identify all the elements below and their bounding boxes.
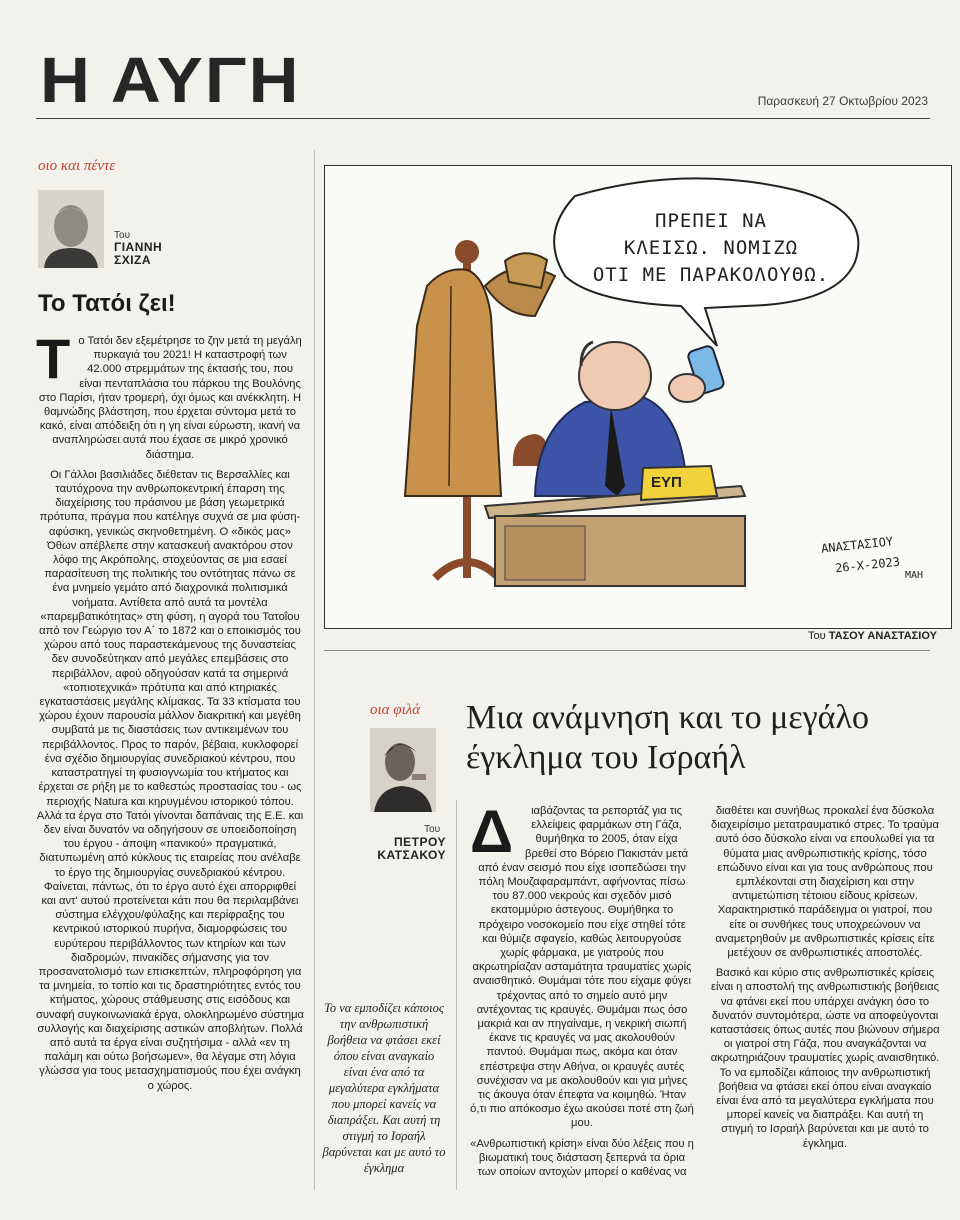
masthead-title: Η ΑΥΓΗ: [40, 44, 301, 116]
masthead-rule: [36, 118, 930, 119]
issue-date: Παρασκευή 27 Οκτωβρίου 2023: [757, 94, 928, 108]
article-column-a: [470, 804, 694, 1188]
byline-name-last: ΣΧΙΖΑ: [114, 253, 152, 267]
speech-line-2: ΚΛΕΙΣΩ. ΝΟΜΙΖΩ: [623, 237, 799, 259]
column-divider: [456, 800, 457, 1190]
drop-cap: Δ: [470, 804, 514, 865]
speech-line-1: ΠΡΕΠΕΙ ΝΑ: [655, 210, 767, 232]
cartoon: [324, 165, 952, 629]
article-paragraph: ιαβάζοντας τα ρεπορτάζ για τις ελλείψεις φαρμάκων στη Γάζα, θυμήθηκα το 2005, όταν είχα βρεθεί στο Βόρειο Πακιστάν μετά από έναν σεισμό που είχε ισοπεδώσει την πόλη Μουζαφαραμπάντ, αφήνοντας πίσω του 87.000 νεκρούς και σχεδόν μισό εκατομμύριο άστεγους. Θυμήθηκα το πρόχειρο νοσοκομείο που είχε στηθεί τότε και θύμιζε σφαγείο, καθώς λειτουργούσε χωρίς φάρμακα, με γιατρούς που ακρωτηρίαζαν ασταμάτητα τραυματίες χωρίς αναισθητικό. Θυμάμαι τότε που είχαμε φύγει τρέχοντας από το σημείο αυτό μην αντέχοντας τις κραυγές. Θυμάμαι πως όσο μακριά και αν πηγαίναμε, η νεκρική σιωπή έκανε τις κραυγές να μας ακολουθούν παντού. Θυμάμαι πως, ακόμα και όταν επέστρεψα στην Αθήνα, οι κραυγές αυτές συνέχισαν να με ακολουθούν και για μήνες τις άκουγα όταν έπεφτα να κοιμηθώ. Ήταν ό,τι πιο απόκοσμο έχω ακούσει ποτέ στη ζωή μου.: [470, 805, 694, 1130]
cartoon-rule: [324, 650, 930, 651]
author-portrait-icon: [370, 728, 436, 812]
column-body: [36, 334, 304, 1184]
column-kicker: οιο και πέντε: [38, 158, 116, 174]
byline-name-first: ΓΙΑΝΝΗ: [114, 240, 163, 254]
desk-sign: ΕΥΠ: [651, 474, 682, 491]
signature-date: 26-Χ-2023: [834, 554, 901, 576]
byline-prefix: Του: [114, 230, 131, 241]
headline-line-1: Μια ανάμνηση και το μεγάλο: [466, 699, 869, 736]
column-divider: [314, 150, 315, 1190]
article-paragraph: διαθέτει και συνήθως προκαλεί ένα δύσκολα διαχειρίσιμο μετατραυματικό στρες. Το τραύμα αυτό όσο δύσκολο είναι να επουλωθεί για τα θύματα μιας ανθρωπιστικής κρίσης, τόσο επώδυνο είναι και για τους ανθρώπους που εμπλέκονται στη διαχείριση και στην αντιμετώπιση τέτοιου είδους κρίσεων. Χαρακτηριστικό παράδειγμα οι γιατροί, που είτε οι συνθήκες τους υποχρεώνουν να αναμετρηθούν με ανθρωπιστικές κρίσεις είτε μετέχουν σε ανθρωπιστικές αποστολές.: [711, 805, 939, 960]
article-kicker: οια φιλά: [370, 702, 421, 718]
speech-line-3: ΟΤΙ ΜΕ ΠΑΡΑΚΟΛΟΥΘΩ.: [592, 264, 830, 286]
column-paragraph: ο Τατόι δεν εξεμέτρησε το ζην μετά τη μεγάλη πυρκαγιά του 2021! Η καταστροφή των 42.000 στρεμμάτων της έκτασής του, που είναι πενταπλάσια του πάρκου της Βουλόνης στο Παρίσι, ήταν τρομερή, όχι όμως και ανέκκλητη. Η θαμνώδης βλάστηση, που έρχεται σύντομα μετά το κακό, είναι απόδειξη ότι η γη είναι εύρωστη, ικανή να αναπληρώσει αυτά που έχασε σε μικρό χρονικό διάστημα.: [38, 335, 302, 461]
drop-cap: Τ: [36, 334, 71, 390]
cartoon-credit-name: ΤΑΣΟΥ ΑΝΑΣΤΑΣΙΟΥ: [828, 630, 937, 642]
author-portrait-icon: [38, 190, 104, 268]
cartoonist-signature: ΑΝΑΣΤΑΣΙΟΥ: [820, 534, 894, 556]
byline-name-last: ΚΑΤΣΑΚΟΥ: [377, 848, 446, 862]
article-headline: [466, 698, 936, 778]
headline-line-2: έγκλημα του Ισραήλ: [466, 739, 746, 776]
signature-tag: ΜΑΗ: [905, 570, 924, 581]
column-headline: Το Τατόι ζει!: [38, 290, 176, 317]
article-paragraph: Βασικό και κύριο στις ανθρωπιστικές κρίσεις είναι η αποστολή της ανθρωπιστικής βοήθειας να φτάνει εκεί που υπάρχει ανάγκη όσο το δυνατόν συντομότερα, ώστε να αποφεύγονται καταστάσεις όπως αυτές που βιώνουν σήμερα οι γιατροί στη Γάζα, που αναγκάζονται να ακρωτηριάζουν τραυματίες χωρίς αναισθητικό. Το να εμποδίζει κάποιος την ανθρωπιστική βοήθεια να φτάσει εκεί όπου είναι αναγκαίο είναι ένα από τα μεγαλύτερα εγκλήματα που μπορεί κανείς να διαπράξει. Και αυτή τη στιγμή το Ισραήλ βαρύνεται και με αυτό το έγκλημα.: [710, 967, 940, 1150]
article-paragraph: «Ανθρωπιστική κρίση» είναι δύο λέξεις που η βιωματική τους διάσταση ξεπερνά τα όρια των οποίων αντοχών μπορεί ο καθένας να: [470, 1137, 694, 1179]
author-photo: [38, 190, 104, 268]
cartoon-credit-prefix: Του: [808, 630, 826, 642]
author-photo: [370, 728, 436, 812]
byline-name-first: ΠΕΤΡΟΥ: [393, 835, 446, 849]
byline-prefix: Του: [424, 824, 441, 835]
column-paragraph: Οι Γάλλοι βασιλιάδες διέθεταν τις Βερσαλλίες και ταυτόχρονα την ανθρωποκεντρική έπαρση της διαχείρισης του πράσινου με βάση γεωμετρικά πρότυπα, πράγμα που κατέληγε συχνά σε μια φύση-αφύσικη, γενικώς σκηνοθετημένη. Ο «δικός μας» Όθων απέβλεπε στην κατασκευή ανακτόρου στον λόφο της Ακρόπολης, στοχεύοντας σε μια εσαεί παρασίτευση της πολιτικής του οντότητας πάνω σε ένα μνημείο γεμάτο από διαχρονικά πολιτισμικά νοήματα. Αντίθετα από αυτά τα μοντέλα «παρεμβατικότητας» στη φύση, η αγορά του Τατοΐου από τον Γεώργιο τον Α΄ το 1872 και ο εποικισμός του χώρου από τους παραστεκάμενους της δυναστείας δεν συνοδεύτηκαν από μεγάλες επεμβάσεις στο περιβάλλον, αφού οδηγούσαν κατά τα σημερινά «τοπιοτεχνικά» πρότυπα και από κτηριακές εγκαταστάσεις μεγάλης κλίμακας. Τα 33 κτίσματα του χώρου έχουν παρουσία μάλλον διακριτική και μεγέθη συμβατά με τις διαστάσεις των αντικειμένων του περιβάλλοντος. Προς το παρόν, βέβαια, κυκλοφορεί ένα σχέδιο δημιουργίας συνεδριακού κέντρου, που καταστρατηγεί τη φυσιογνωμία του κτήματος και έρχεται σε ρήξη με το καθεστώς προστασίας του - ως περιοχής Natura και κηρυγμένου ιστορικού τόπου. Αλλά τα έργα στο Τατόι γίνονται δαπάναις της Ε.Ε. και δεν είναι δυνατόν να οδηγήσουν σε υποειδοποίηση του έργου - άποψη «πανικού» πραγματικά, διατυπωμένη από κύκλους τις εταιρείας που ανέλαβε το έργο της δημιουργίας συνεδριακού κέντρου. Φαίνεται, πάντως, ότι το έργο αυτό έχει απορριφθεί και αντ' αυτού προτείνεται κάτι που θα περιλαμβάνει σύστημα ελέγχου/φύλαξης και περίφραξης του κεντρικού ιστορικού πυρήνα, διαμορφώσεις του ευρύτερου περιβάλλοντος των κτηρίων και των διαδρομών, πινακίδες σήμανσης για τον προσανατολισμό των επισκεπτών, πληροφόρηση για τα μνημεία, το τοπίο και τις δραστηριότητες εντός του κτήματος, χώρους στάθμευσης στις εισόδους και συναφή συγκοινωνιακά έργα, ολοκληρωμένο σύστημα συλλογής και διαχείρισης αστικών αποβλήτων. Πολλά από αυτά τα έργα είναι συζητήσιμα - αλλά «εν τη παλάμη και ούτω βοήσωμεν», θα λέγαμε στη λόγια γλώσσα για τους μετασχηματισμούς που έχει ανάγκη ο χώρος.: [36, 468, 304, 1092]
article-column-b: [710, 804, 940, 1188]
pull-quote: Το να εμποδίζει κάποιος την ανθρωπιστική βοήθεια να φτάσει εκεί όπου είναι αναγκαίο είναι ένα από τα μεγαλύτερα εγκλήματα που μπορεί κανείς να διαπράξει. Και αυτή τη στιγμή το Ισραήλ βαρύνεται και με αυτό το έγκλημα: [322, 1001, 446, 1175]
